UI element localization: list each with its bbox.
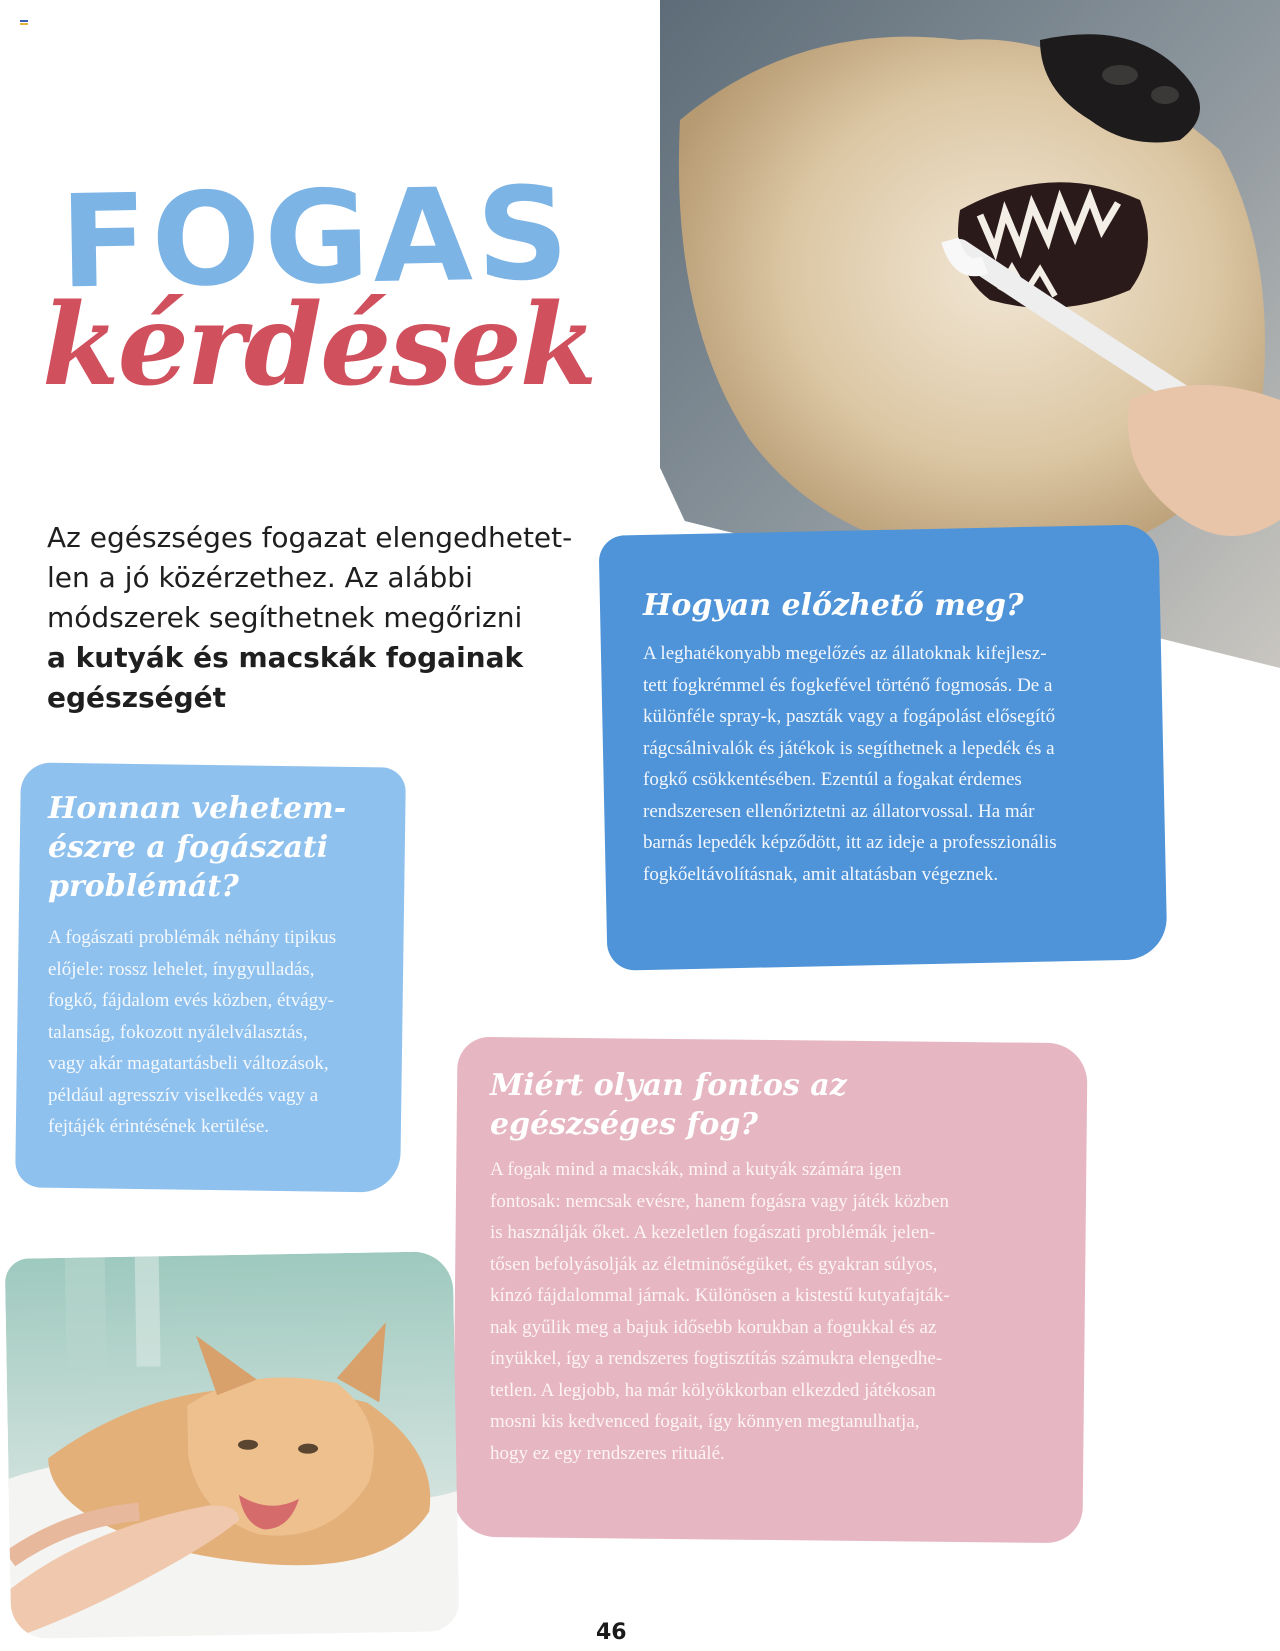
importance-line: A fogak mind a macskák, mind a kutyák számára igen xyxy=(490,1159,902,1180)
prevention-title: Hogyan előzhető meg? xyxy=(643,588,1024,623)
intro-bold-line: egészségét xyxy=(47,681,227,714)
signs-line: A fogászati problémák néhány tipikus xyxy=(48,927,337,948)
signs-title-line: problémát? xyxy=(48,869,239,904)
signs-body xyxy=(48,922,336,1143)
importance-line: tetlen. A legjobb, ha már kölyökkorban elkezded játékosan xyxy=(490,1379,936,1401)
page-title: FOGAS xyxy=(58,159,574,318)
prevention-body xyxy=(643,638,1057,890)
prevention-line: A leghatékonyabb megelőzés az állatoknak kifejlesz- xyxy=(643,643,1047,664)
page-subtitle: kérdések xyxy=(42,280,596,411)
corner-mark xyxy=(20,20,28,27)
importance-body xyxy=(490,1154,950,1469)
signs-line: vagy akár magatartásbeli változások, xyxy=(48,1053,329,1074)
importance-line: nak gyűlik meg a bajuk idősebb korukban a fogukkal és az xyxy=(490,1316,937,1338)
signs-box xyxy=(18,765,403,1190)
importance-line: kínzó fájdalommal járnak. Különösen a kistestű kutyafajták- xyxy=(490,1285,950,1306)
importance-box xyxy=(455,1040,1085,1540)
importance-line: is használják őket. A kezeletlen fogászati problémák jelen- xyxy=(490,1222,936,1243)
importance-title xyxy=(490,1066,847,1144)
prevention-line: fogkőeltávolításnak, amit altatásban végeznek. xyxy=(643,863,999,885)
intro-line: módszerek segíthetnek megőrizni xyxy=(47,601,523,634)
importance-line: fontosak: nemcsak evésre, hanem fogásra vagy játék közben xyxy=(490,1190,949,1212)
signs-line: fejtájék érintésének kerülése. xyxy=(48,1116,270,1137)
signs-line: fogkő, fájdalom evés közben, étvágy- xyxy=(48,990,334,1011)
prevention-line: rendszeresen ellenőriztetni az állatorvossal. Ha már xyxy=(643,800,1035,822)
signs-line: talanság, fokozott nyálelválasztás, xyxy=(48,1021,308,1043)
intro-line: Az egészséges fogazat elengedhetet- xyxy=(47,521,573,554)
prevention-line: különféle spray-k, paszták vagy a fogápolást elősegítő xyxy=(643,706,1056,727)
intro-bold-line: a kutyák és macskák fogainak xyxy=(47,641,524,674)
prevention-box xyxy=(603,530,1163,965)
signs-title-line: Honnan vehetem- xyxy=(48,791,347,826)
prevention-line: rágcsálnivalók és játékok is segíthetnek a lepedék és a xyxy=(643,737,1055,759)
importance-line: hogy ez egy rendszeres rituálé. xyxy=(490,1442,725,1464)
prevention-line: tett fogkrémmel és fogkefével történő fogmosás. De a xyxy=(643,674,1053,696)
signs-line: előjele: rossz lehelet, ínygyulladás, xyxy=(48,958,315,980)
importance-title-line: egészséges fog? xyxy=(490,1107,758,1142)
importance-title-line: Miért olyan fontos az xyxy=(490,1068,847,1103)
importance-line: ínyükkel, így a rendszeres fogtisztítás számukra elengedhe- xyxy=(490,1348,943,1369)
intro-text xyxy=(47,518,607,718)
importance-line: tősen befolyásolják az életminőségüket, és gyakran súlyos, xyxy=(490,1253,938,1275)
signs-title-line: észre a fogászati xyxy=(48,830,329,865)
signs-title xyxy=(48,789,346,906)
signs-line: például agresszív viselkedés vagy a xyxy=(48,1084,319,1106)
prevention-line: barnás lepedék képződött, itt az ideje a professzionális xyxy=(643,832,1057,853)
prevention-line: fogkő csökkentésében. Ezentúl a fogakat érdemes xyxy=(643,769,1022,790)
page-number: 46 xyxy=(596,1620,627,1645)
importance-line: mosni kis kedvenced fogait, így könnyen megtanulhatja, xyxy=(490,1411,920,1432)
cat-finger-photo xyxy=(5,1251,460,1639)
intro-line: len a jó közérzethez. Az alábbi xyxy=(47,561,473,594)
